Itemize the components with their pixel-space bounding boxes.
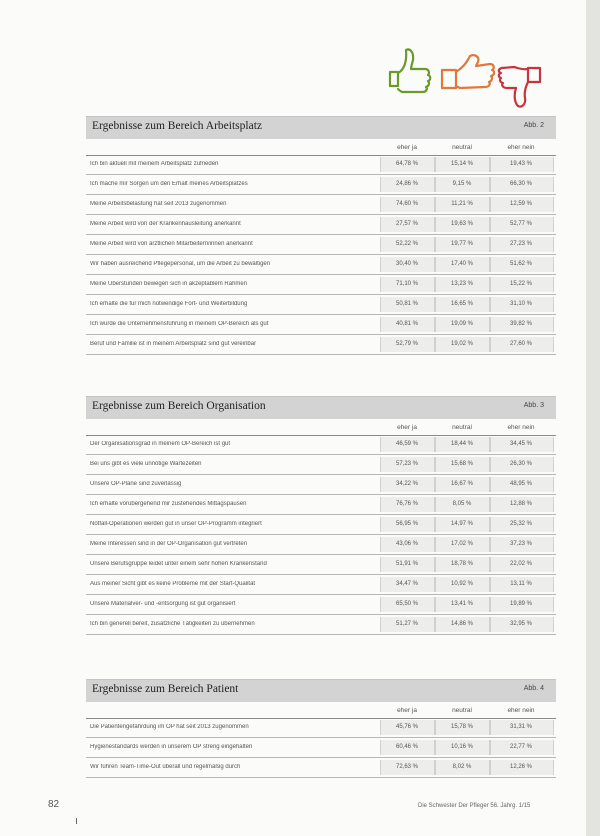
value-no: 37,23 % <box>509 541 533 547</box>
value-yes: 40,81 % <box>395 321 419 327</box>
value-yes: 45,76 % <box>395 724 419 730</box>
value-yes: 52,22 % <box>395 241 419 247</box>
row-label: Unsere Materialver- und -entsorgung ist gut organisiert <box>90 601 236 607</box>
value-no: 66,30 % <box>509 181 533 187</box>
section-header <box>86 396 556 419</box>
col-header-neutral: neutral <box>452 424 472 431</box>
section-header <box>86 116 556 139</box>
table-row <box>86 495 556 515</box>
margin-mark <box>76 818 77 824</box>
value-neutral: 16,65 % <box>450 301 474 307</box>
row-label: Ich bin generell bereit, zusätzliche Tätigkeiten zu übernehmen <box>90 621 255 627</box>
value-neutral: 8,02 % <box>452 764 472 770</box>
row-label: Die Patientengefährdung im OP hat seit 2013 zugenommen <box>90 724 249 730</box>
value-yes: 27,57 % <box>395 221 419 227</box>
row-label: Der Organisationsgrad in meinem OP-Bereich ist gut <box>90 441 231 447</box>
value-neutral: 11,21 % <box>451 201 473 207</box>
value-no: 26,30 % <box>509 461 533 467</box>
value-no: 22,02 % <box>509 561 533 567</box>
col-header-yes: eher ja <box>397 144 417 151</box>
value-no: 34,45 % <box>509 441 533 447</box>
value-neutral: 15,14 % <box>450 161 474 167</box>
row-label: Meine Überstunden bewegen sich in akzeptablem Rahmen <box>90 281 248 287</box>
value-yes: 65,50 % <box>395 601 419 607</box>
table-row <box>86 455 556 475</box>
table-row <box>86 215 556 235</box>
value-yes: 46,59 % <box>395 441 419 447</box>
value-no: 27,60 % <box>509 341 533 347</box>
value-no: 22,77 % <box>509 744 533 750</box>
value-yes: 51,91 % <box>395 561 419 567</box>
table-row <box>86 175 556 195</box>
value-yes: 52,79 % <box>395 341 419 347</box>
section-patient <box>86 679 556 778</box>
row-label: Ich erhalte die für mich notwendige Fort- und Weiterbildung <box>90 301 248 307</box>
col-header-no: eher nein <box>507 424 535 431</box>
value-neutral: 15,78 % <box>450 724 474 730</box>
page-number: 82 <box>48 799 60 810</box>
row-label: Beruf und Familie ist in meinem Arbeitsplatz sind gut vereinbar <box>90 341 257 347</box>
value-neutral: 10,92 % <box>450 581 474 587</box>
value-no: 48,95 % <box>509 481 533 487</box>
value-yes: 71,10 % <box>395 281 419 287</box>
col-header-yes: eher ja <box>397 424 417 431</box>
column-headers <box>86 139 556 155</box>
value-neutral: 8,05 % <box>452 501 472 507</box>
value-no: 27,23 % <box>509 241 533 247</box>
value-yes: 74,60 % <box>395 201 419 207</box>
section-header <box>86 679 556 702</box>
table-row <box>86 255 556 275</box>
journal-source: Die Schwester Der Pfleger 56. Jahrg. 1/15 <box>418 803 531 809</box>
row-label: Unsere OP-Pläne sind zuverlässig <box>90 481 182 487</box>
value-yes: 34,47 % <box>395 581 419 587</box>
thumbs-sideways-icon <box>442 55 494 88</box>
row-label: Wir führen Team-Time-Out überall und regelmäßig durch <box>90 764 241 770</box>
table-row <box>86 758 556 778</box>
value-yes: 76,76 % <box>395 501 419 507</box>
table-row <box>86 435 556 455</box>
value-neutral: 13,23 % <box>450 281 474 287</box>
table-row <box>86 275 556 295</box>
value-no: 19,89 % <box>509 601 533 607</box>
value-neutral: 14,97 % <box>450 521 474 527</box>
value-no: 12,88 % <box>509 501 533 507</box>
value-yes: 24,86 % <box>395 181 419 187</box>
table-row <box>86 195 556 215</box>
row-label: Meine Arbeitsbelastung hat seit 2013 zugenommen <box>90 201 227 207</box>
table-row <box>86 615 556 635</box>
value-yes: 50,81 % <box>395 301 419 307</box>
value-neutral: 19,77 % <box>450 241 474 247</box>
thumbs-up-icon <box>390 49 430 92</box>
col-header-neutral: neutral <box>452 144 472 151</box>
value-neutral: 17,40 % <box>450 261 474 267</box>
row-label: Meine Arbeit wird von ärztlichen Mitarbeitern/innen anerkannt <box>90 241 253 247</box>
value-yes: 30,40 % <box>395 261 419 267</box>
value-neutral: 15,68 % <box>450 461 474 467</box>
value-yes: 43,06 % <box>395 541 419 547</box>
value-neutral: 19,02 % <box>450 341 474 347</box>
row-label: Notfall-Operationen werden gut in unser OP-Programm integriert <box>90 521 262 527</box>
page-edge <box>586 0 600 836</box>
value-no: 13,11 % <box>510 581 532 587</box>
value-neutral: 19,63 % <box>450 221 474 227</box>
col-header-neutral: neutral <box>452 707 472 714</box>
row-label: Unsere Berufsgruppe leidet unter einem sehr hohen Krankenstand <box>90 561 267 567</box>
row-label: Ich mache mir Sorgen um den Erhalt meines Arbeitsplatzes <box>90 181 248 187</box>
table-row <box>86 575 556 595</box>
column-headers <box>86 702 556 718</box>
value-neutral: 18,44 % <box>450 441 474 447</box>
section-title: Ergebnisse zum Bereich Patient <box>92 683 239 695</box>
figure-label: Abb. 4 <box>523 685 544 692</box>
value-neutral: 17,02 % <box>450 541 474 547</box>
value-yes: 57,23 % <box>395 461 419 467</box>
row-label: Bei uns gibt es viele unnötige Wartezeiten <box>90 461 202 467</box>
table-row <box>86 535 556 555</box>
value-neutral: 14,86 % <box>450 621 474 627</box>
value-neutral: 16,67 % <box>450 481 474 487</box>
table-row <box>86 515 556 535</box>
figure-label: Abb. 2 <box>523 122 544 129</box>
table-row <box>86 235 556 255</box>
value-neutral: 13,41 % <box>450 601 474 607</box>
table-row <box>86 718 556 738</box>
figure-label: Abb. 3 <box>523 402 544 409</box>
value-no: 39,82 % <box>509 321 533 327</box>
row-label: Aus meiner Sicht gibt es keine Probleme mit der Start-Qualität <box>90 581 256 587</box>
table-row <box>86 738 556 758</box>
row-label: Meine Arbeit wird von der Krankenhausleitung anerkannt <box>90 221 241 227</box>
table-row <box>86 595 556 615</box>
value-yes: 34,22 % <box>395 481 419 487</box>
thumbs-down-icon <box>499 67 540 107</box>
col-header-no: eher nein <box>507 144 535 151</box>
column-headers <box>86 419 556 435</box>
section-arbeitsplatz <box>86 116 556 355</box>
value-no: 15,22 % <box>509 281 533 287</box>
row-label: Wir haben ausreichend Pflegepersonal, um die Arbeit zu bewältigen <box>90 261 271 267</box>
value-neutral: 9,15 % <box>452 181 472 187</box>
value-no: 32,95 % <box>509 621 533 627</box>
value-no: 12,26 % <box>509 764 533 770</box>
section-organisation <box>86 396 556 635</box>
value-yes: 60,46 % <box>395 744 419 750</box>
value-neutral: 19,09 % <box>450 321 474 327</box>
value-no: 51,62 % <box>509 261 533 267</box>
table-row <box>86 335 556 355</box>
value-neutral: 18,78 % <box>450 561 474 567</box>
value-no: 31,31 % <box>509 724 533 730</box>
value-yes: 51,27 % <box>395 621 419 627</box>
value-neutral: 10,16 % <box>450 744 474 750</box>
value-no: 31,10 % <box>509 301 533 307</box>
table-row <box>86 295 556 315</box>
row-label: Hygienestandards werden in unserem OP streng eingehalten <box>90 744 253 750</box>
value-no: 25,32 % <box>509 521 533 527</box>
table-row <box>86 475 556 495</box>
rating-icons <box>380 42 550 112</box>
row-label: Ich würde die Unternehmensführung in meinem OP-Bereich als gut <box>90 321 269 327</box>
col-header-no: eher nein <box>507 707 535 714</box>
value-no: 52,77 % <box>509 221 533 227</box>
value-yes: 64,78 % <box>395 161 419 167</box>
table-row <box>86 155 556 175</box>
value-no: 12,59 % <box>509 201 533 207</box>
table-row <box>86 555 556 575</box>
table-row <box>86 315 556 335</box>
section-title: Ergebnisse zum Bereich Arbeitsplatz <box>92 120 263 132</box>
row-label: Ich bin aktuell mit meinem Arbeitsplatz zufrieden <box>90 161 219 167</box>
section-title: Ergebnisse zum Bereich Organisation <box>92 400 266 412</box>
value-yes: 72,63 % <box>395 764 419 770</box>
value-yes: 56,95 % <box>395 521 419 527</box>
col-header-yes: eher ja <box>397 707 417 714</box>
value-no: 19,43 % <box>509 161 533 167</box>
row-label: Ich erhalte vorübergehend mir zustehendes Mittagspausen <box>90 501 247 507</box>
row-label: Meine Interessen sind in der OP-Organisation gut vertreten <box>90 541 248 547</box>
